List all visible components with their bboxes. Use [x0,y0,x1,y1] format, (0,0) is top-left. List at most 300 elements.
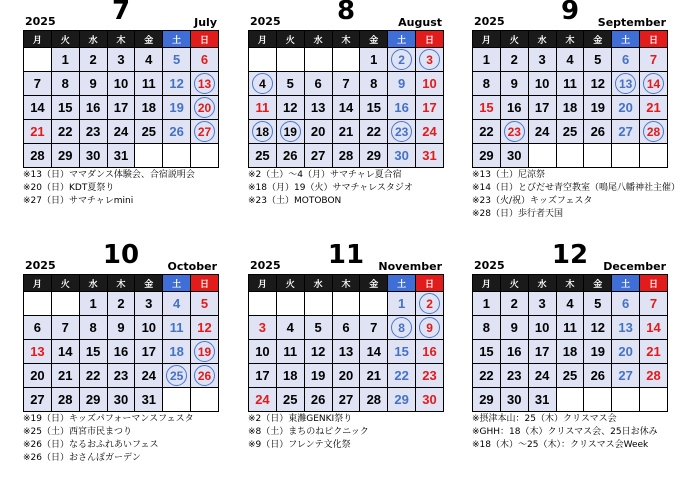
day-cell[interactable]: 28 [360,388,388,412]
day-cell[interactable]: 8 [473,316,501,340]
day-cell[interactable]: 31 [135,388,163,412]
month-name: December [603,260,666,273]
day-cell[interactable]: 6 [612,48,640,72]
day-cell[interactable]: 10 [416,72,444,96]
event-circle: 4 [252,73,273,94]
day-cell[interactable]: 10 [528,316,556,340]
day-cell[interactable]: 25 [556,364,584,388]
day-cell[interactable]: 23 [107,364,135,388]
event-notes [248,413,444,452]
week-row [473,316,668,340]
day-cell[interactable] [191,364,219,388]
day-cell[interactable] [249,72,277,96]
day-cell[interactable]: 27 [24,388,52,412]
day-cell[interactable] [191,96,219,120]
event-circle: 2 [419,293,440,314]
month-grid [472,274,668,412]
day-cell[interactable]: 29 [51,144,79,168]
day-cell[interactable]: 11 [556,316,584,340]
day-cell[interactable]: 11 [163,316,191,340]
day-cell[interactable]: 12 [584,316,612,340]
day-cell[interactable]: 7 [640,292,668,316]
weekday-header: 水 [304,275,332,292]
month-number: 9 [560,0,580,26]
day-cell[interactable]: 4 [556,292,584,316]
day-cell[interactable] [416,48,444,72]
day-cell [276,292,304,316]
day-cell[interactable]: 20 [24,364,52,388]
week-row [249,388,444,412]
day-cell[interactable]: 22 [360,120,388,144]
day-cell[interactable]: 7 [51,316,79,340]
day-cell[interactable]: 8 [360,72,388,96]
event-note: ※14（日）とびだせ青空教室（鳴尾八幡神社主催） [472,183,680,193]
day-cell[interactable] [640,72,668,96]
day-cell[interactable]: 10 [249,340,277,364]
day-cell[interactable]: 26 [584,120,612,144]
month-block [472,0,680,221]
day-cell[interactable]: 13 [304,96,332,120]
day-cell[interactable]: 21 [640,340,668,364]
day-cell[interactable]: 7 [332,72,360,96]
day-cell[interactable]: 1 [79,292,107,316]
week-row [473,340,668,364]
weekday-header: 木 [332,275,360,292]
day-cell[interactable]: 19 [584,340,612,364]
day-cell[interactable]: 20 [612,96,640,120]
month-header [472,0,668,30]
weekday-header: 金 [584,31,612,48]
month-grid [472,30,668,168]
day-cell [191,388,219,412]
weekday-header: 水 [79,275,107,292]
day-cell[interactable]: 24 [107,120,135,144]
day-cell [332,48,360,72]
day-cell[interactable]: 18 [163,340,191,364]
day-cell[interactable]: 29 [473,144,501,168]
day-cell[interactable]: 17 [528,340,556,364]
weekday-header: 火 [500,31,528,48]
day-cell[interactable]: 12 [191,316,219,340]
day-cell[interactable]: 15 [360,96,388,120]
month-name: August [398,16,442,29]
day-cell[interactable]: 2 [79,48,107,72]
day-cell[interactable]: 16 [107,340,135,364]
day-cell[interactable]: 7 [360,316,388,340]
day-cell[interactable]: 28 [332,144,360,168]
weekday-header: 水 [528,275,556,292]
event-circle: 14 [643,73,664,94]
weekday-header: 火 [276,275,304,292]
day-cell[interactable] [191,340,219,364]
event-circle: 27 [194,121,215,142]
day-cell[interactable]: 4 [163,292,191,316]
day-cell[interactable]: 16 [388,96,416,120]
day-cell[interactable]: 22 [79,364,107,388]
week-row [249,120,444,144]
day-cell[interactable]: 6 [304,72,332,96]
weekday-row [24,275,219,292]
day-cell[interactable]: 5 [584,292,612,316]
month-grid [248,274,444,412]
event-note: ※27（日）サマチャレmini [23,196,134,206]
day-cell[interactable]: 26 [304,388,332,412]
day-cell[interactable] [249,120,277,144]
day-cell[interactable]: 14 [24,96,52,120]
day-cell[interactable]: 2 [500,48,528,72]
month-grid [23,274,219,412]
week-row [24,292,219,316]
weekday-row [24,31,219,48]
month-name: July [194,16,217,29]
day-cell[interactable]: 22 [51,120,79,144]
event-circle: 26 [194,365,215,386]
day-cell[interactable] [276,120,304,144]
day-cell[interactable]: 5 [191,292,219,316]
day-cell [135,144,163,168]
day-cell[interactable]: 6 [191,48,219,72]
day-cell[interactable]: 29 [79,388,107,412]
weekday-header: 火 [500,275,528,292]
day-cell [332,292,360,316]
day-cell[interactable]: 20 [612,340,640,364]
day-cell[interactable]: 30 [416,388,444,412]
day-cell[interactable]: 17 [135,340,163,364]
day-cell [163,144,191,168]
day-cell[interactable]: 11 [276,340,304,364]
day-cell[interactable]: 31 [528,388,556,412]
day-cell[interactable]: 8 [473,72,501,96]
event-notes [472,169,680,221]
weekday-header: 月 [473,275,501,292]
week-row [249,316,444,340]
event-note: ※13（土）尼涼祭 [472,170,545,180]
day-cell[interactable]: 26 [276,144,304,168]
day-cell[interactable]: 24 [135,364,163,388]
day-cell[interactable]: 11 [556,72,584,96]
day-cell[interactable]: 21 [51,364,79,388]
week-row [24,120,219,144]
day-cell[interactable]: 16 [500,340,528,364]
day-cell[interactable]: 4 [276,316,304,340]
weekday-header: 水 [79,31,107,48]
day-cell[interactable]: 2 [107,292,135,316]
day-cell[interactable]: 10 [135,316,163,340]
day-cell[interactable]: 17 [528,96,556,120]
day-cell[interactable]: 30 [500,388,528,412]
day-cell[interactable] [500,120,528,144]
event-circle: 23 [504,121,525,142]
weekday-header: 土 [612,31,640,48]
day-cell[interactable]: 9 [107,316,135,340]
day-cell[interactable]: 19 [304,364,332,388]
weekday-row [249,275,444,292]
day-cell[interactable]: 18 [276,364,304,388]
day-cell[interactable]: 12 [304,340,332,364]
day-cell[interactable]: 23 [79,120,107,144]
day-cell[interactable]: 15 [473,340,501,364]
day-cell[interactable] [388,316,416,340]
event-notes [472,413,668,452]
day-cell[interactable]: 14 [640,316,668,340]
day-cell[interactable]: 3 [249,316,277,340]
day-cell[interactable]: 31 [416,144,444,168]
event-note: ※25（土）西宮市民まつり [23,427,132,437]
day-cell[interactable]: 17 [416,96,444,120]
day-cell[interactable]: 6 [332,316,360,340]
year-label: 2025 [25,259,56,272]
weekday-header: 土 [388,31,416,48]
event-notes [248,169,444,208]
day-cell[interactable]: 1 [388,292,416,316]
day-cell[interactable]: 20 [304,120,332,144]
month-name: September [597,16,666,29]
day-cell[interactable]: 29 [388,388,416,412]
day-cell [304,48,332,72]
day-cell[interactable]: 8 [79,316,107,340]
event-note: ※20（日）KDT夏祭り [23,183,115,193]
week-row [249,48,444,72]
event-circle: 25 [166,365,187,386]
day-cell[interactable]: 28 [51,388,79,412]
day-cell [304,292,332,316]
day-cell[interactable]: 14 [51,340,79,364]
year-label: 2025 [25,15,56,28]
day-cell[interactable]: 26 [163,120,191,144]
day-cell[interactable]: 18 [556,340,584,364]
day-cell[interactable]: 3 [107,48,135,72]
month-block [23,240,219,465]
day-cell[interactable] [163,364,191,388]
day-cell[interactable]: 29 [473,388,501,412]
day-cell[interactable]: 10 [107,72,135,96]
day-cell[interactable]: 15 [473,96,501,120]
day-cell[interactable]: 16 [79,96,107,120]
day-cell[interactable]: 25 [556,120,584,144]
weekday-header: 日 [191,275,219,292]
day-cell[interactable]: 27 [332,388,360,412]
day-cell[interactable]: 30 [79,144,107,168]
day-cell[interactable]: 15 [51,96,79,120]
event-note: ※2（土）～4（月）サマチャレ夏合宿 [248,170,402,180]
day-cell[interactable]: 22 [473,364,501,388]
weekday-header: 水 [528,31,556,48]
day-cell[interactable]: 5 [276,72,304,96]
day-cell[interactable]: 6 [612,292,640,316]
day-cell[interactable]: 31 [107,144,135,168]
day-cell[interactable]: 13 [332,340,360,364]
week-row [249,292,444,316]
day-cell[interactable]: 11 [135,72,163,96]
day-cell[interactable]: 1 [473,48,501,72]
week-row [249,364,444,388]
event-note: ※9（日）フレンテ文化祭 [248,440,351,450]
day-cell[interactable]: 4 [556,48,584,72]
day-cell[interactable]: 23 [416,364,444,388]
weekday-header: 月 [24,31,52,48]
day-cell[interactable]: 8 [51,72,79,96]
day-cell[interactable]: 18 [556,96,584,120]
month-header [248,240,444,274]
day-cell[interactable]: 24 [416,120,444,144]
day-cell[interactable]: 15 [388,340,416,364]
day-cell [612,388,640,412]
day-cell [640,388,668,412]
day-cell[interactable]: 10 [528,72,556,96]
day-cell[interactable]: 3 [135,292,163,316]
day-cell[interactable]: 15 [79,340,107,364]
day-cell[interactable]: 23 [500,364,528,388]
day-cell[interactable]: 25 [276,388,304,412]
day-cell[interactable]: 17 [107,96,135,120]
day-cell[interactable]: 30 [500,144,528,168]
day-cell[interactable]: 9 [500,72,528,96]
year-label: 2025 [474,259,505,272]
day-cell[interactable] [416,292,444,316]
day-cell[interactable]: 1 [51,48,79,72]
week-row [24,96,219,120]
day-cell[interactable]: 24 [528,364,556,388]
day-cell[interactable]: 19 [163,96,191,120]
day-cell[interactable]: 21 [360,364,388,388]
weekday-row [473,275,668,292]
day-cell[interactable]: 25 [249,144,277,168]
event-note: ※26（日）なるおふれあいフェス [23,440,159,450]
event-circle: 13 [194,73,215,94]
day-cell[interactable]: 1 [360,48,388,72]
day-cell[interactable]: 16 [416,340,444,364]
day-cell[interactable]: 18 [135,96,163,120]
week-row [473,72,668,96]
week-row [473,388,668,412]
day-cell[interactable]: 27 [304,144,332,168]
day-cell[interactable]: 27 [612,120,640,144]
event-note: ※19（日）キッズパフォーマンスフェスタ [23,414,194,424]
day-cell[interactable]: 22 [388,364,416,388]
weekday-header: 木 [556,31,584,48]
day-cell[interactable]: 12 [163,72,191,96]
day-cell[interactable]: 26 [584,364,612,388]
day-cell[interactable]: 5 [163,48,191,72]
month-number: 8 [336,0,356,26]
month-grid [23,30,219,168]
week-row [473,144,668,168]
day-cell[interactable]: 14 [332,96,360,120]
day-cell[interactable]: 28 [640,364,668,388]
day-cell[interactable] [388,120,416,144]
weekday-header: 木 [107,31,135,48]
day-cell[interactable]: 14 [360,340,388,364]
weekday-header: 月 [249,31,277,48]
event-circle: 9 [419,317,440,338]
weekday-header: 火 [51,275,79,292]
day-cell[interactable]: 6 [24,316,52,340]
day-cell[interactable]: 24 [249,388,277,412]
year-label: 2025 [250,259,281,272]
day-cell[interactable] [416,316,444,340]
day-cell[interactable]: 17 [249,364,277,388]
event-circle: 28 [643,121,664,142]
day-cell[interactable] [388,48,416,72]
weekday-header: 火 [276,31,304,48]
day-cell[interactable]: 27 [612,364,640,388]
day-cell[interactable] [191,72,219,96]
day-cell[interactable]: 7 [640,48,668,72]
weekday-header: 水 [304,31,332,48]
event-notes [23,169,219,208]
week-row [24,340,219,364]
month-number: 7 [111,0,131,26]
day-cell[interactable]: 11 [249,96,277,120]
day-cell[interactable]: 3 [528,292,556,316]
day-cell[interactable]: 2 [500,292,528,316]
day-cell[interactable]: 24 [528,120,556,144]
week-row [473,292,668,316]
day-cell[interactable]: 5 [584,48,612,72]
week-row [24,144,219,168]
event-note: ※23（土）MOTOBON [248,196,342,206]
day-cell[interactable]: 5 [304,316,332,340]
weekday-header: 土 [612,275,640,292]
day-cell[interactable]: 30 [107,388,135,412]
day-cell[interactable]: 30 [388,144,416,168]
day-cell[interactable]: 22 [473,120,501,144]
day-cell[interactable]: 28 [24,144,52,168]
weekday-header: 日 [640,275,668,292]
event-note: ※8（土）まちのねピクニック [248,427,369,437]
day-cell[interactable]: 12 [584,72,612,96]
day-cell[interactable]: 9 [388,72,416,96]
day-cell [24,292,52,316]
day-cell [249,48,277,72]
day-cell[interactable]: 3 [528,48,556,72]
week-row [24,364,219,388]
day-cell[interactable]: 20 [332,364,360,388]
day-cell[interactable]: 21 [640,96,668,120]
day-cell[interactable] [612,72,640,96]
day-cell[interactable]: 9 [79,72,107,96]
day-cell[interactable]: 21 [332,120,360,144]
event-note: ※26（日）おさんぽガーデン [23,453,141,463]
day-cell[interactable]: 19 [584,96,612,120]
weekday-header: 木 [332,31,360,48]
event-notes [23,413,219,465]
day-cell[interactable]: 25 [135,120,163,144]
day-cell[interactable] [191,120,219,144]
day-cell [51,292,79,316]
year-label: 2025 [250,15,281,28]
day-cell[interactable]: 16 [500,96,528,120]
day-cell[interactable]: 13 [612,316,640,340]
day-cell[interactable]: 12 [276,96,304,120]
day-cell[interactable]: 13 [24,340,52,364]
weekday-header: 金 [135,275,163,292]
day-cell[interactable]: 29 [360,144,388,168]
day-cell [584,388,612,412]
day-cell[interactable]: 21 [24,120,52,144]
month-name: October [167,260,217,273]
weekday-header: 火 [51,31,79,48]
event-note: ※摂津本山：25（木）クリスマス会 [472,414,617,424]
day-cell[interactable]: 4 [135,48,163,72]
weekday-header: 月 [24,275,52,292]
day-cell[interactable]: 1 [473,292,501,316]
month-number: 12 [551,240,589,270]
day-cell[interactable]: 7 [24,72,52,96]
day-cell[interactable]: 9 [500,316,528,340]
weekday-header: 日 [416,31,444,48]
day-cell[interactable] [640,120,668,144]
